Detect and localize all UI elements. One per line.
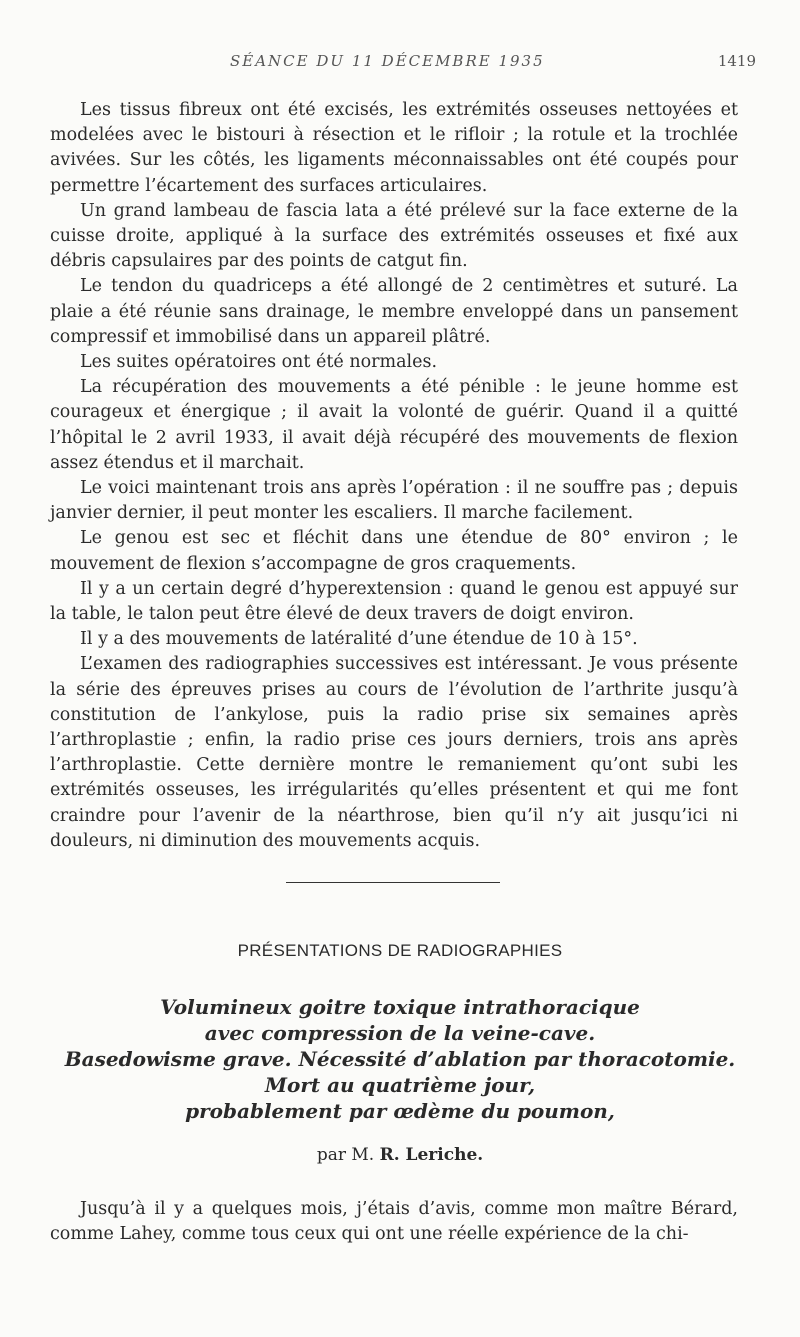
article-title-line: Mort au quatrième jour, xyxy=(264,1073,536,1097)
article-title-line: Volumineux goitre toxique intrathoracique xyxy=(160,995,640,1019)
byline xyxy=(0,1145,800,1165)
running-title: SÉANCE DU 11 DÉCEMBRE 1935 xyxy=(230,52,545,70)
paragraph: Les suites opératoires ont été normales. xyxy=(80,352,438,373)
running-head xyxy=(0,52,800,74)
article-title-line: probablement par œdème du poumon, xyxy=(185,1099,615,1123)
paragraph: Il y a des mouvements de latéralité d’une étendue de 10 à 15°. xyxy=(80,629,638,650)
article-title-line: Basedowisme grave. Nécessité d’ablation par thoracotomie. xyxy=(64,1047,736,1071)
article-title-line: avec compression de la veine-cave. xyxy=(204,1021,596,1045)
paragraph: Le genou est sec et fléchit dans une étendue de 80° environ ; le mouvement de flexion s’accompagne de gros craquements. xyxy=(50,528,738,574)
author-name: R. Leriche. xyxy=(379,1145,484,1165)
paragraph: La récupération des mouvements a été pénible : le jeune homme est courageux et énergique ; il avait la volonté de guérir. Quand il a quitté l’hôpital le 2 avril 1933, il avait déjà récupéré des mouvements de flexion assez étendus et il marchait. xyxy=(50,377,738,473)
paragraph: L’examen des radiographies successives est intéressant. Je vous présente la série des épreuves prises au cours de l’évolution de l’arthrite jusqu’à constitution de l’ankylose, puis la radio prise six semaines après l’arthroplastie ; enfin, la radio prise ces jours derniers, trois ans après l’arthroplastie. Cette dernière montre le remaniement qu’ont subi les extrémités osseuses, les irrégularités qu’elles présentent et qui me font craindre pour l’avenir de la néarthrose, bien qu’il n’y ait jusqu’ici ni douleurs, ni diminution des mouvements acquis. xyxy=(50,654,738,851)
paragraph: Un grand lambeau de fascia lata a été prélevé sur la face externe de la cuisse droite, appliqué à la surface des extrémités osseuses et fixé aux débris capsulaires par des points de catgut fin. xyxy=(50,200,738,272)
paragraph: Les tissus fibreux ont été excisés, les extrémités osseuses nettoyées et modelées avec le bistouri à résection et le rifloir ; la rotule et la trochlée avivées. Sur les côtés, les ligaments méconnaissables ont été coupés pour permettre l’écartement des surfaces articulaires. xyxy=(50,100,738,196)
byline-prefix: par M. xyxy=(316,1145,375,1165)
section-heading: PRÉSENTATIONS DE RADIOGRAPHIES xyxy=(237,941,563,960)
paragraph: Le voici maintenant trois ans après l’opération : il ne souffre pas ; depuis janvier dernier, il peut monter les escaliers. Il marche facilement. xyxy=(50,478,738,524)
article-body-text xyxy=(50,1197,738,1247)
section-divider xyxy=(286,882,500,883)
article-title xyxy=(0,994,800,1124)
paragraph: Le tendon du quadriceps a été allongé de 2 centimètres et suturé. La plaie a été réunie sans drainage, le membre enveloppé dans un pansement compressif et immobilisé dans un appareil plâtré. xyxy=(50,276,738,347)
page-number: 1419 xyxy=(717,52,756,70)
main-body-text xyxy=(50,98,738,854)
paragraph: Il y a un certain degré d’hyperextension : quand le genou est appuyé sur la table, le talon peut être élevé de deux travers de doigt environ. xyxy=(50,578,738,625)
paragraph: Jusqu’à il y a quelques mois, j’étais d’avis, comme mon maître Bérard, comme Lahey, comme tous ceux qui ont une réelle expérience de la chi- xyxy=(50,1199,738,1245)
